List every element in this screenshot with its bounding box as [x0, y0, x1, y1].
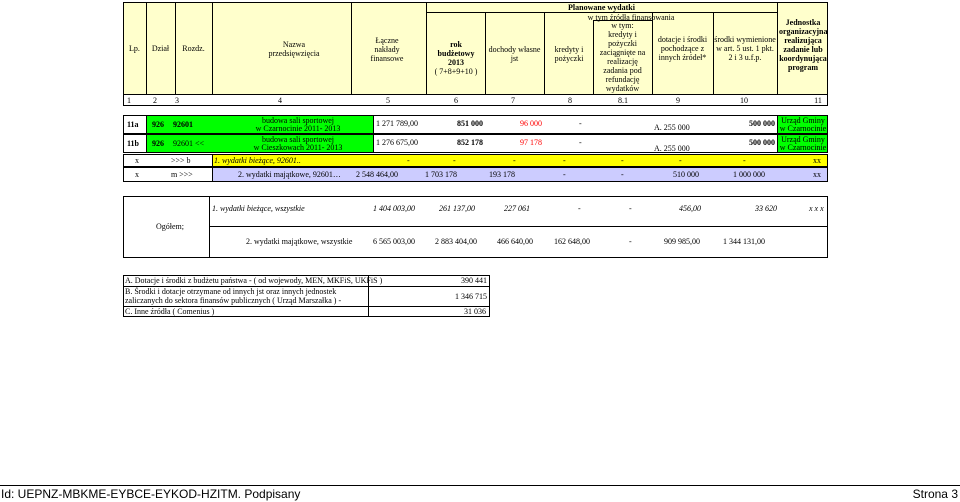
ogolem-biezace-dotacje: 456,00 — [679, 204, 701, 213]
ogolem-biezace-dochody: 227 061 — [504, 204, 530, 213]
col-number-6: 6 — [454, 96, 458, 105]
footnote-c-value: 31 036 — [464, 307, 486, 316]
header-w-tym-zrodla: w tym źródła finansowania — [587, 13, 675, 22]
header-kredyty-refund: kredyty i pożyczki zaciągnięte na realizację zadania pod refundację wydatków — [599, 30, 646, 93]
header-lp: Lp. — [129, 44, 140, 53]
row-laczne: 2 548 464,00 — [356, 170, 398, 179]
document-id: Id: UEPNZ-MBKME-EYBCE-EYKOD-HZITM. Podpisany — [1, 487, 301, 501]
header-dotacje: dotacje i środki pochodzące z innych źródeł* — [657, 35, 708, 62]
ogolem-majatkowe-dochody: 466 640,00 — [497, 237, 533, 246]
col-number-8: 8 — [568, 96, 572, 105]
header-dzial: Dział — [151, 44, 170, 53]
footnote-a-value: 390 441 — [461, 276, 487, 285]
row-dash: - — [743, 156, 746, 165]
row-x: x — [135, 170, 139, 179]
row-dotacje: 510 000 — [673, 170, 699, 179]
row-jednostka-line2: w Czarnocinie — [779, 143, 827, 152]
ogolem-biezace-xxx: x x x — [809, 204, 824, 213]
row-srodki: 500 000 — [749, 119, 775, 128]
col-number-5: 5 — [386, 96, 390, 105]
row-dotacje: A. 255 000 — [654, 144, 690, 153]
row-xx: xx — [813, 156, 821, 165]
row-code: >>> b — [171, 156, 191, 165]
row-xx: xx — [813, 170, 821, 179]
col-number-8-1: 8.1 — [618, 96, 628, 105]
row-dash: - — [407, 156, 410, 165]
header-srodki-wym: środki wymienione w art. 5 ust. 1 pkt. 2 i 3 u.f.p. — [714, 35, 776, 62]
header-nazwa: Nazwa przedsięwzięcia — [268, 40, 320, 58]
table-row-majatkowe — [123, 167, 828, 182]
ogolem-majatkowe-rok: 2 883 404,00 — [435, 237, 477, 246]
row-nazwa-line1: budowa sali sportowej — [262, 135, 334, 144]
ogolem-biezace-refund: - — [629, 204, 632, 213]
row-label: 2. wydatki majątkowe, 92601… — [238, 170, 341, 179]
ogolem-label: Ogółem; — [156, 222, 184, 231]
ogolem-biezace-kredyty: - — [578, 204, 581, 213]
row-jednostka-line1: Urząd Gminy — [781, 135, 825, 144]
col-number-7: 7 — [511, 96, 515, 105]
table-row-biezace — [123, 154, 828, 167]
ogolem-majatkowe-kredyty: 162 648,00 — [554, 237, 590, 246]
footnote-a: A. Dotacje i środki z budżetu państwa - ( od wojewody, MEN, MKFiS, UKFiS ) — [125, 276, 383, 285]
row-jednostka-line1: Urząd Gminy — [781, 116, 825, 125]
row-dochody: 193 178 — [489, 170, 515, 179]
row-label: 1. wydatki bieżące, 92601.. — [214, 156, 301, 165]
ogolem-majatkowe-laczne: 6 565 003,00 — [373, 237, 415, 246]
footnotes-table — [123, 275, 490, 317]
row-kredyty: - — [563, 170, 566, 179]
ogolem-majatkowe-srodki: 1 344 131,00 — [723, 237, 765, 246]
footnote-b: B. Środki i dotacje otrzymane od innych jst oraz innych jednostek zaliczanych do sektora finansów publicznych ( Urząd Marszałka ) - — [125, 287, 342, 305]
col-number-10: 10 — [740, 96, 748, 105]
row-x: x — [135, 156, 139, 165]
row-nazwa-line2: w Cieszkowach 2011- 2013 — [253, 143, 343, 152]
row-dash: - — [513, 156, 516, 165]
header-rozdz: Rozdz. — [182, 44, 205, 53]
row-dzial: 926 — [152, 120, 164, 129]
ogolem-biezace-laczne: 1 404 003,00 — [373, 204, 415, 213]
col-number-9: 9 — [676, 96, 680, 105]
ogolem-biezace-rok: 261 137,00 — [439, 204, 475, 213]
row-dash: - — [621, 156, 624, 165]
row-rok: 852 178 — [457, 138, 483, 147]
col-number-4: 4 — [278, 96, 282, 105]
row-rok: 851 000 — [457, 119, 483, 128]
row-refund: - — [621, 170, 624, 179]
page-number: Strona 3 — [912, 487, 958, 501]
row-laczne: 1 271 789,00 — [376, 119, 418, 128]
ogolem-majatkowe-dotacje: 909 985,00 — [664, 237, 700, 246]
row-rok: 1 703 178 — [425, 170, 457, 179]
row-laczne: 1 276 675,00 — [376, 138, 418, 147]
row-dochody: 96 000 — [520, 119, 542, 128]
header-laczne: Łączne nakłady finansowe — [370, 36, 404, 63]
header-dochody: dochody własne jst — [488, 45, 541, 63]
col-number-11: 11 — [814, 96, 822, 105]
header-w-tym: w tym: — [611, 21, 634, 30]
row-kredyty: - — [579, 119, 582, 128]
ogolem-biezace-srodki: 33 620 — [755, 204, 777, 213]
row-srodki: 1 000 000 — [733, 170, 765, 179]
row-nazwa-line2: w Czarnocinie 2011- 2013 — [255, 124, 341, 133]
col-number-3: 3 — [175, 96, 179, 105]
ogolem-majatkowe-refund: - — [629, 237, 632, 246]
row-lp: 11a — [127, 120, 139, 129]
row-code: m >>> — [171, 170, 193, 179]
row-lp: 11b — [127, 139, 140, 148]
table-row — [123, 115, 828, 134]
footnote-b-value: 1 346 715 — [455, 292, 487, 301]
header-table — [123, 2, 828, 106]
footer-divider — [0, 485, 960, 486]
ogolem-majatkowe-label: 2. wydatki majątkowe, wszystkie — [246, 237, 353, 246]
col-number-2: 2 — [153, 96, 157, 105]
row-dash: - — [563, 156, 566, 165]
row-rozdz: 92601 — [173, 120, 193, 129]
row-nazwa-line1: budowa sali sportowej — [262, 116, 334, 125]
row-jednostka-line2: w Czarnocinie — [779, 124, 827, 133]
row-dochody: 97 178 — [520, 138, 542, 147]
row-srodki: 500 000 — [749, 138, 775, 147]
row-dash: - — [453, 156, 456, 165]
ogolem-table — [123, 196, 828, 258]
header-rok-budzetowy: rok budżetowy 2013 ( 7+8+9+10 ) — [434, 40, 478, 76]
row-kredyty: - — [579, 138, 582, 147]
header-jednostka: Jednostka organizacyjna realizująca zadanie lub koordynująca program — [779, 18, 828, 72]
row-dotacje: A. 255 000 — [654, 123, 690, 132]
row-dash: - — [679, 156, 682, 165]
header-planowane: Planowane wydatki — [568, 3, 635, 12]
ogolem-biezace-label: 1. wydatki bieżące, wszystkie — [212, 204, 305, 213]
table-row — [123, 134, 828, 153]
row-rozdz: 92601 << — [173, 139, 205, 148]
header-number-row — [123, 94, 828, 106]
col-number-1: 1 — [127, 96, 131, 105]
footnote-c: C. Inne źródła ( Comenius ) — [125, 307, 215, 316]
header-kredyty: kredyty i pożyczki — [554, 45, 584, 63]
row-dzial: 926 — [152, 139, 164, 148]
